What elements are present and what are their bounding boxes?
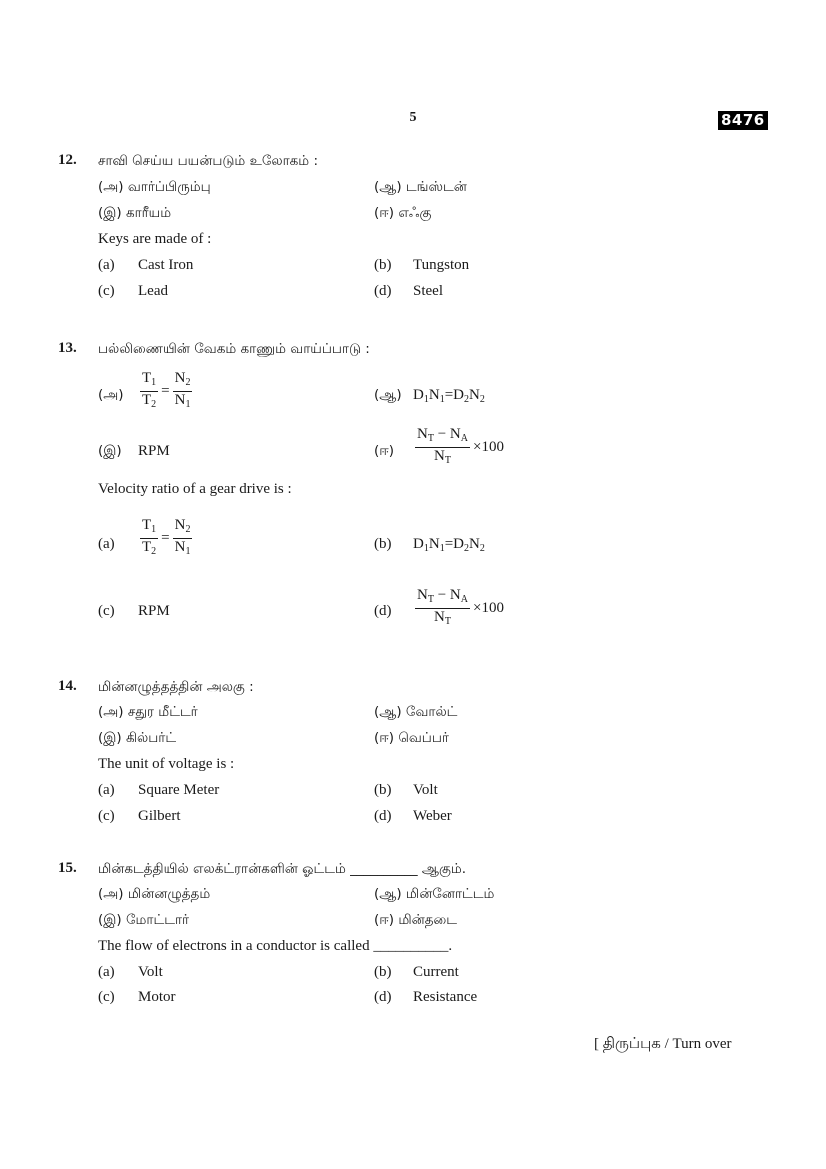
- option-text: Motor: [138, 989, 176, 1005]
- option-ta-3: (இ) கில்பர்ட்: [98, 730, 177, 746]
- option-label: (c): [98, 603, 115, 619]
- option-label: (d): [374, 603, 392, 619]
- formula-slip: $\frac{N_T - N_A}{N_T}$ ×100: [417, 426, 504, 466]
- option-label: (c): [98, 808, 115, 824]
- question-text-english: Velocity ratio of a gear drive is :: [98, 481, 292, 497]
- option-label: (அ): [98, 387, 124, 403]
- option-ta-2: (ஆ) டங்ஸ்டன்: [374, 179, 467, 195]
- option-label: (a): [98, 782, 115, 798]
- option-text: Tungston: [413, 257, 470, 273]
- option-ta-3: (இ) காரீயம்: [98, 205, 172, 221]
- option-text: RPM: [138, 443, 170, 459]
- option-text: Current: [413, 964, 459, 980]
- question-text-english: The flow of electrons in a conductor is called __________.: [98, 938, 453, 954]
- option-text: Resistance: [413, 989, 478, 1005]
- formula-diameter-speed: $D_1N_1=D_2N_2$: [413, 536, 485, 554]
- option-text: Gilbert: [138, 808, 181, 824]
- option-text: Steel: [413, 283, 443, 299]
- option-label: (d): [374, 989, 392, 1005]
- page-number: 5: [409, 110, 417, 125]
- option-label: (ஆ): [374, 387, 402, 403]
- option-text: Square Meter: [138, 782, 220, 798]
- option-ta-2: (ஆ) வோல்ட்: [374, 704, 458, 720]
- option-ta-1: (அ) மின்னழுத்தம்: [98, 886, 211, 902]
- formula-diameter-speed: $D_1N_1=D_2N_2$: [413, 387, 485, 405]
- option-ta-1: (அ) வார்ப்பிரும்பு: [98, 179, 211, 195]
- formula-slip: $\frac{N_T - N_A}{N_T}$ ×100: [417, 587, 504, 627]
- option-label: (இ): [98, 443, 122, 459]
- option-label: (c): [98, 283, 115, 299]
- option-label: (a): [98, 964, 115, 980]
- option-ta-2: (ஆ) மின்னோட்டம்: [374, 886, 495, 902]
- question-text-tamil: மின்னழுத்தத்தின் அலகு :: [98, 679, 254, 695]
- option-label: (b): [374, 536, 392, 552]
- option-label: (b): [374, 257, 392, 273]
- question-text-tamil: சாவி செய்ய பயன்படும் உலோகம் :: [98, 153, 318, 169]
- option-ta-1: (அ) சதுர மீட்டர்: [98, 704, 198, 720]
- option-label: (a): [98, 536, 115, 552]
- option-ta-3: (இ) மோட்டார்: [98, 912, 190, 928]
- question-text-english: Keys are made of :: [98, 231, 212, 247]
- paper-code: 8476: [718, 111, 768, 130]
- option-label: (b): [374, 782, 392, 798]
- question-number: 14.: [58, 678, 77, 694]
- option-label: (b): [374, 964, 392, 980]
- option-ta-4: (ஈ) எஃகு: [374, 205, 432, 221]
- option-label: (a): [98, 257, 115, 273]
- question-text-english: The unit of voltage is :: [98, 756, 235, 772]
- option-text: Weber: [413, 808, 452, 824]
- option-text: Cast Iron: [138, 257, 194, 273]
- formula-torque-ratio: $\frac{T_1}{T_2}$ = $\frac{N_2}{N_1}$: [142, 517, 191, 557]
- option-label: (ஈ): [374, 443, 395, 459]
- question-number: 15.: [58, 860, 77, 876]
- question-number: 12.: [58, 152, 77, 168]
- question-text-tamil: மின்கடத்தியில் எலக்ட்ரான்களின் ஓட்டம் __________ ஆகும்.: [98, 861, 467, 877]
- question-text-tamil: பல்லிணையின் வேகம் காணும் வாய்ப்பாடு :: [98, 341, 370, 357]
- option-text: Volt: [413, 782, 438, 798]
- option-text: Lead: [138, 283, 168, 299]
- option-label: (d): [374, 808, 392, 824]
- option-label: (c): [98, 989, 115, 1005]
- option-text: RPM: [138, 603, 170, 619]
- option-ta-4: (ஈ) வெப்பர்: [374, 730, 449, 746]
- option-ta-4: (ஈ) மின்தடை: [374, 912, 458, 928]
- question-number: 13.: [58, 340, 77, 356]
- option-label: (d): [374, 283, 392, 299]
- turn-over-note: [ திருப்புக / Turn over: [594, 1036, 732, 1052]
- formula-torque-ratio: $\frac{T_1}{T_2}$ = $\frac{N_2}{N_1}$: [142, 370, 191, 410]
- option-text: Volt: [138, 964, 163, 980]
